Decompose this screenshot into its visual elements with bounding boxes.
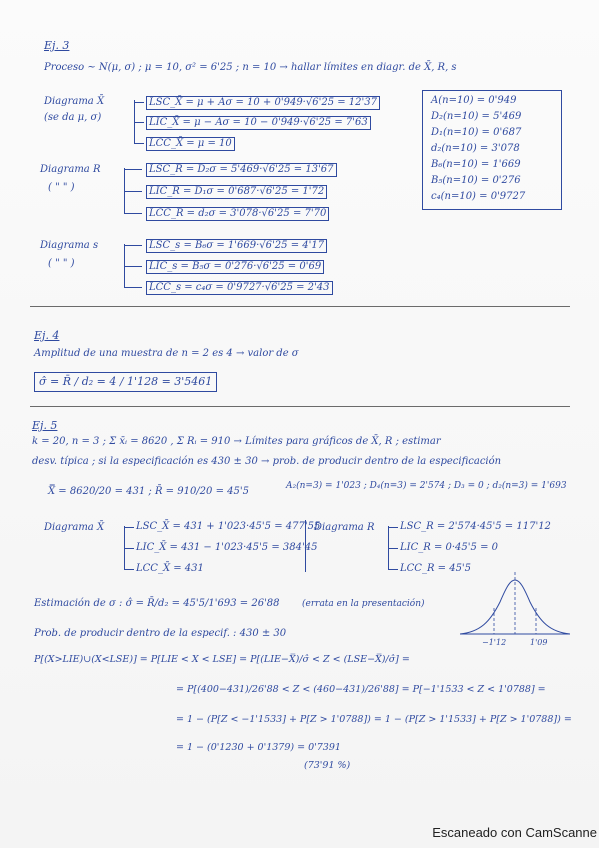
bracket-tick — [124, 245, 142, 246]
ej5-means: X̿ = 8620/20 = 431 ; R̄ = 910/20 = 45'5 — [48, 486, 249, 497]
ej5-r-lsc: LSC_R = 2'574·45'5 = 117'12 — [400, 521, 551, 532]
ej3-xbar-sub: (se da μ, σ) — [44, 112, 102, 123]
ej3-s-sub: ( " " ) — [48, 258, 75, 269]
constant-item: d₂(n=10) = 3'078 — [431, 143, 520, 154]
ej3-title: Ej. 3 — [44, 39, 70, 52]
ej5-eq4: = 1 − (0'1230 + 0'1379) = 0'7391 — [176, 742, 341, 753]
constant-item: A(n=10) = 0'949 — [431, 95, 517, 106]
ej3-s-lsc: LSC_s = B₆σ = 1'669·√6'25 = 4'17 — [146, 239, 327, 253]
bracket-tick — [124, 213, 142, 214]
ej3-r-lsc: LSC_R = D₂σ = 5'469·√6'25 = 13'67 — [146, 163, 337, 177]
ej5-xbar-lsc: LSC_X̄ = 431 + 1'023·45'5 = 477'55 — [136, 521, 321, 532]
constant-item: D₂(n=10) = 5'469 — [431, 111, 522, 122]
scanner-watermark: Escaneado con CamScanne — [432, 825, 597, 840]
ej3-xbar-lsc: LSC_X̄ = μ + Aσ = 10 + 0'949·√6'25 = 12'37 — [146, 96, 380, 110]
bell-right-label: 1'09 — [530, 638, 548, 647]
ej5-eq1: P[(X>LIE)∪(X<LSE)] = P[LIE < X < LSE] = P[(LIE−X̿)/σ̂ < Z < (LSE−X̿)/σ̂] = — [34, 654, 410, 665]
ej5-line1: k = 20, n = 3 ; Σ x̄ᵢ = 8620 , Σ Rᵢ = 910 → Límites para gráficos de X̄, R ; estimar — [32, 436, 441, 447]
ej3-s-label: Diagrama s — [40, 240, 99, 251]
bracket-tick — [124, 527, 134, 528]
ej5-xbar-label: Diagrama X̄ — [44, 522, 105, 533]
ej5-eq3: = 1 − (P[Z < −1'1533] + P[Z > 1'0788]) = 1 − (P[Z > 1'1533] + P[Z > 1'0788]) = — [176, 714, 572, 725]
ej5-r-lic: LIC_R = 0·45'5 = 0 — [400, 542, 498, 553]
ej3-statement: Proceso ~ N(μ, σ) ; μ = 10, σ² = 6'25 ; n = 10 → hallar límites en diagr. de X̄, R, s — [44, 62, 457, 73]
ej5-line2: desv. típica ; si la especificación es 430 ± 30 → prob. de producir dentro de la especificación — [32, 456, 502, 467]
ej5-eq5: (73'91 %) — [304, 760, 351, 771]
ej4-formula: σ̂ = R̄ / d₂ = 4 / 1'128 = 3'5461 — [34, 372, 217, 392]
ej3-xbar-lcc: LCC_X̄ = μ = 10 — [146, 137, 235, 151]
ej3-r-lcc: LCC_R = d₂σ = 3'078·√6'25 = 7'70 — [146, 207, 329, 221]
ej5-xbar-lic: LIC_X̄ = 431 − 1'023·45'5 = 384'45 — [136, 542, 318, 553]
ej5-constants: A₂(n=3) = 1'023 ; D₄(n=3) = 2'574 ; D₃ = 0 ; d₂(n=3) = 1'693 — [286, 481, 567, 491]
ej5-r-label: Diagrama R — [314, 522, 375, 533]
ej5-title: Ej. 5 — [32, 419, 58, 432]
bracket-tick — [124, 548, 134, 549]
bracket-tick — [134, 102, 144, 103]
bracket-tick — [388, 527, 398, 528]
ej3-xbar-label: Diagrama X̄ — [44, 96, 105, 107]
constant-item: D₁(n=10) = 0'687 — [431, 127, 522, 138]
ej4-title: Ej. 4 — [34, 329, 60, 342]
bracket-tick — [124, 169, 142, 170]
constant-item: B₅(n=10) = 0'276 — [431, 175, 521, 186]
normal-curve-sketch — [460, 572, 570, 652]
bracket-tick — [124, 191, 142, 192]
ej5-r-lcc: LCC_R = 45'5 — [400, 563, 472, 574]
bracket-tick — [388, 569, 398, 570]
section-divider — [30, 406, 570, 407]
bracket-tick — [388, 548, 398, 549]
constant-item: c₄(n=10) = 0'9727 — [431, 191, 526, 202]
ej3-r-sub: ( " " ) — [48, 182, 75, 193]
ej5-column-separator — [305, 520, 306, 572]
ej4-statement: Amplitud de una muestra de n = 2 es 4 → valor de σ — [34, 348, 299, 359]
ej5-sigma-est: Estimación de σ : σ̂ = R̄/d₂ = 45'5/1'693 = 26'88 — [34, 598, 280, 609]
ej5-eq2: = P[(400−431)/26'88 < Z < (460−431)/26'88] = P[−1'1533 < Z < 1'0788] = — [176, 684, 546, 695]
ej5-xbar-lcc: LCC_X̄ = 431 — [136, 563, 204, 574]
constant-item: B₆(n=10) = 1'669 — [431, 159, 521, 170]
bell-left-label: −1'12 — [482, 638, 507, 647]
section-divider — [30, 306, 570, 307]
ej3-xbar-lic: LIC_X̄ = μ − Aσ = 10 − 0'949·√6'25 = 7'63 — [146, 116, 371, 130]
ej3-constants-box — [422, 90, 562, 210]
ej3-r-label: Diagrama R — [40, 164, 101, 175]
ej5-sigma-note: (errata en la presentación) — [302, 599, 425, 609]
bracket-tick — [124, 287, 142, 288]
bracket-tick — [134, 122, 144, 123]
ej3-s-lic: LIC_s = B₅σ = 0'276·√6'25 = 0'69 — [146, 260, 324, 274]
ej3-r-lic: LIC_R = D₁σ = 0'687·√6'25 = 1'72 — [146, 185, 327, 199]
bracket-tick — [124, 569, 134, 570]
ej5-prob-title: Prob. de producir dentro de la especif. : 430 ± 30 — [34, 628, 287, 639]
bracket-tick — [134, 143, 144, 144]
bracket-tick — [124, 266, 142, 267]
ej3-s-lcc: LCC_s = c₄σ = 0'9727·√6'25 = 2'43 — [146, 281, 333, 295]
